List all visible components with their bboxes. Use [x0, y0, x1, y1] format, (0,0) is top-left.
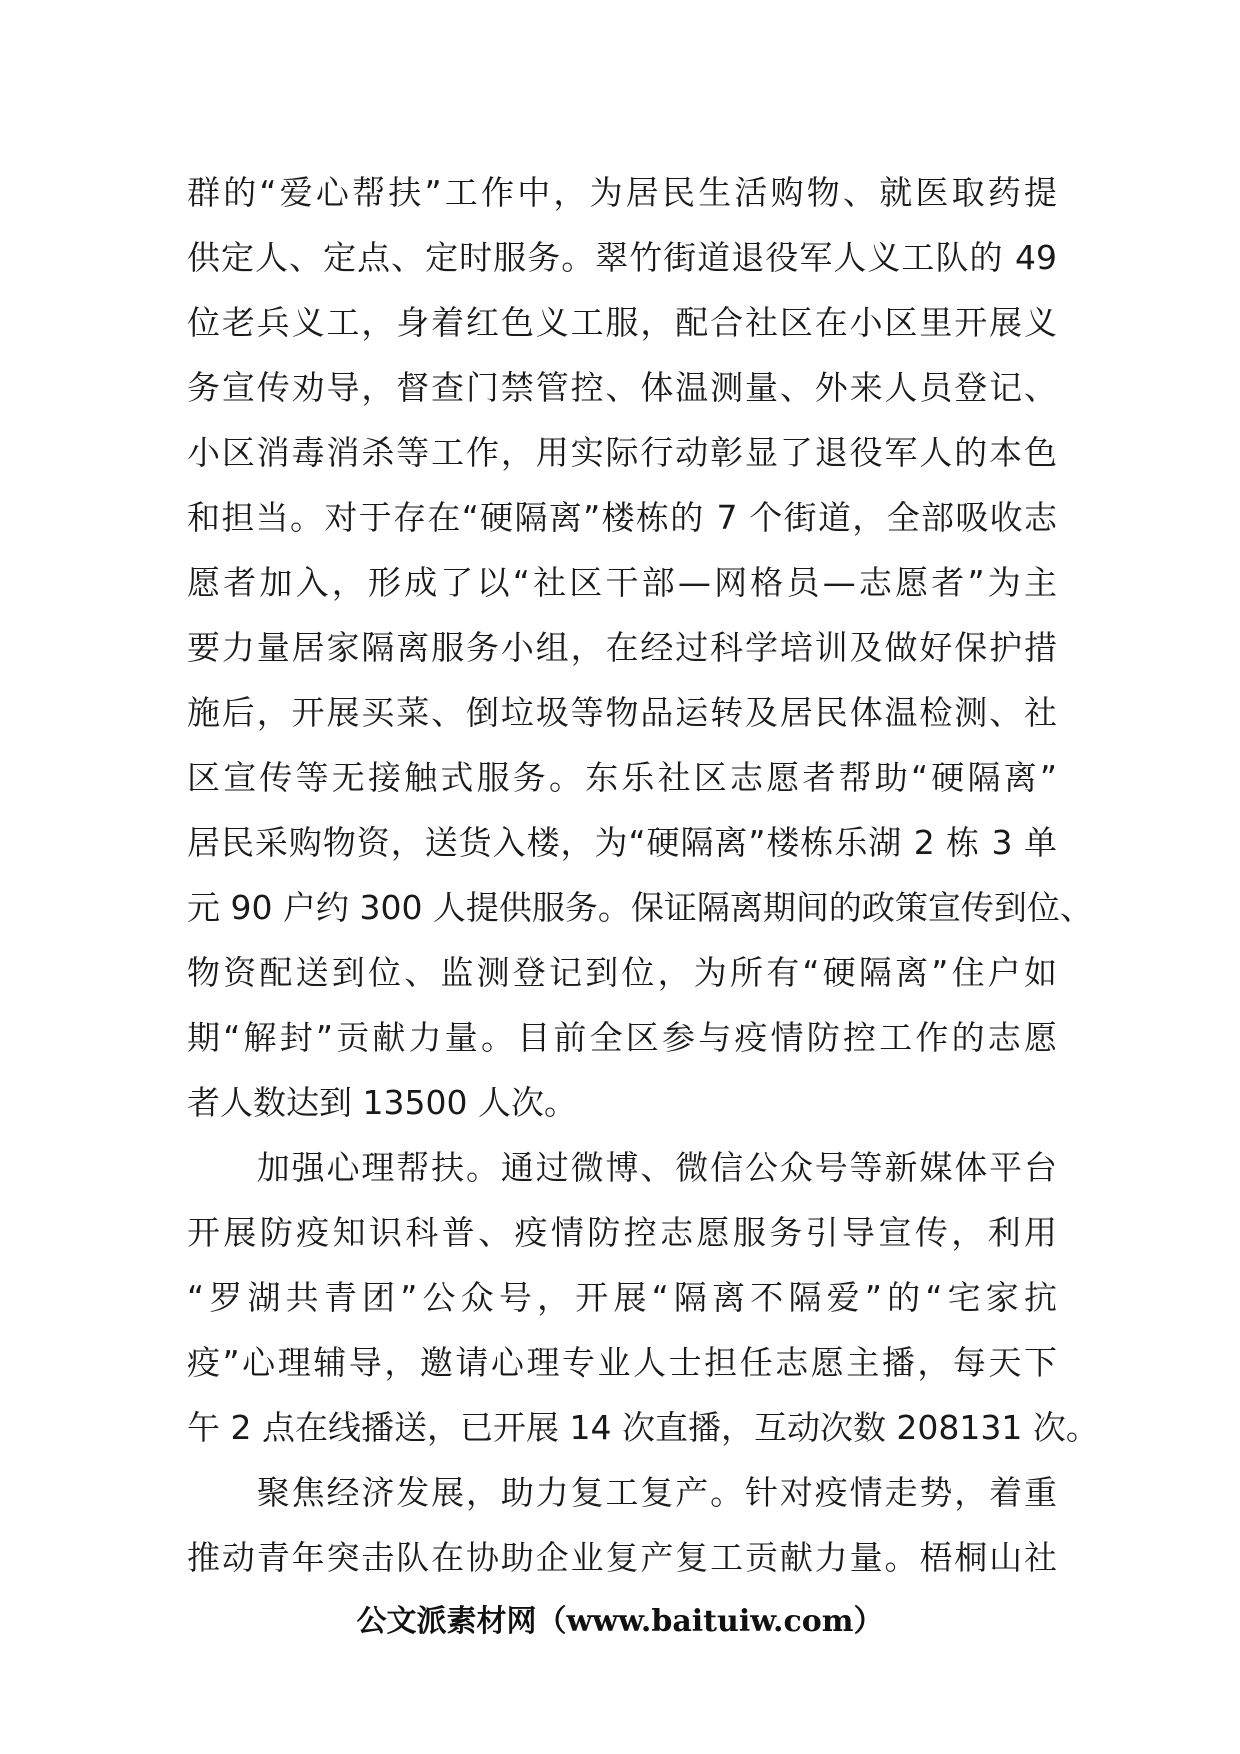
paragraph — [187, 1135, 1099, 1460]
text-line: 物资配送到位、监测登记到位，为所有“硬隔离”住户如 — [187, 953, 1057, 992]
text-line: 务宣传劝导，督查门禁管控、体温测量、外来人员登记、 — [187, 368, 1057, 407]
body-text — [187, 160, 1099, 1590]
text-line: 愿者加入，形成了以“社区干部—网格员—志愿者”为主 — [187, 563, 1057, 602]
text-line: 者人数达到 13500 人次。 — [187, 1083, 577, 1122]
text-line: 元 90 户约 300 人提供服务。保证隔离期间的政策宣传到位、 — [187, 888, 1093, 927]
text-line: 要力量居家隔离服务小组，在经过科学培训及做好保护措 — [187, 628, 1057, 667]
text-line: 小区消毒消杀等工作，用实际行动彰显了退役军人的本色 — [187, 433, 1057, 472]
text-line: 施后，开展买菜、倒垃圾等物品运转及居民体温检测、社 — [187, 693, 1057, 732]
footer-watermark: 公文派素材网（www.baituiw.com） — [356, 1604, 884, 1639]
text-line: 期“解封”贡献力量。目前全区参与疫情防控工作的志愿 — [187, 1018, 1057, 1057]
paragraph — [187, 1460, 1057, 1590]
text-line: 位老兵义工，身着红色义工服，配合社区在小区里开展义 — [187, 303, 1057, 342]
text-line: 居民采购物资，送货入楼，为“硬隔离”楼栋乐湖 2 栋 3 单 — [187, 823, 1057, 862]
text-line: 聚焦经济发展，助力复工复产。针对疫情走势，着重 — [187, 1473, 1057, 1512]
text-line: 开展防疫知识科普、疫情防控志愿服务引导宣传，利用 — [187, 1213, 1057, 1252]
text-line: 推动青年突击队在协助企业复产复工贡献力量。梧桐山社 — [187, 1538, 1057, 1577]
text-line: 和担当。对于存在“硬隔离”楼栋的 7 个街道，全部吸收志 — [187, 498, 1057, 537]
text-line: 疫”心理辅导，邀请心理专业人士担任志愿主播，每天下 — [187, 1343, 1057, 1382]
text-line: 午 2 点在线播送，已开展 14 次直播，互动次数 208131 次。 — [187, 1408, 1099, 1447]
text-line: 区宣传等无接触式服务。东乐社区志愿者帮助“硬隔离” — [187, 758, 1057, 797]
text-line: 供定人、定点、定时服务。翠竹街道退役军人义工队的 49 — [187, 238, 1057, 277]
text-line: “罗湖共青团”公众号，开展“隔离不隔爱”的“宅家抗 — [187, 1278, 1057, 1317]
text-line: 群的“爱心帮扶”工作中，为居民生活购物、就医取药提 — [187, 173, 1057, 212]
text-line: 加强心理帮扶。通过微博、微信公众号等新媒体平台 — [187, 1148, 1057, 1187]
paragraph — [187, 160, 1093, 1135]
